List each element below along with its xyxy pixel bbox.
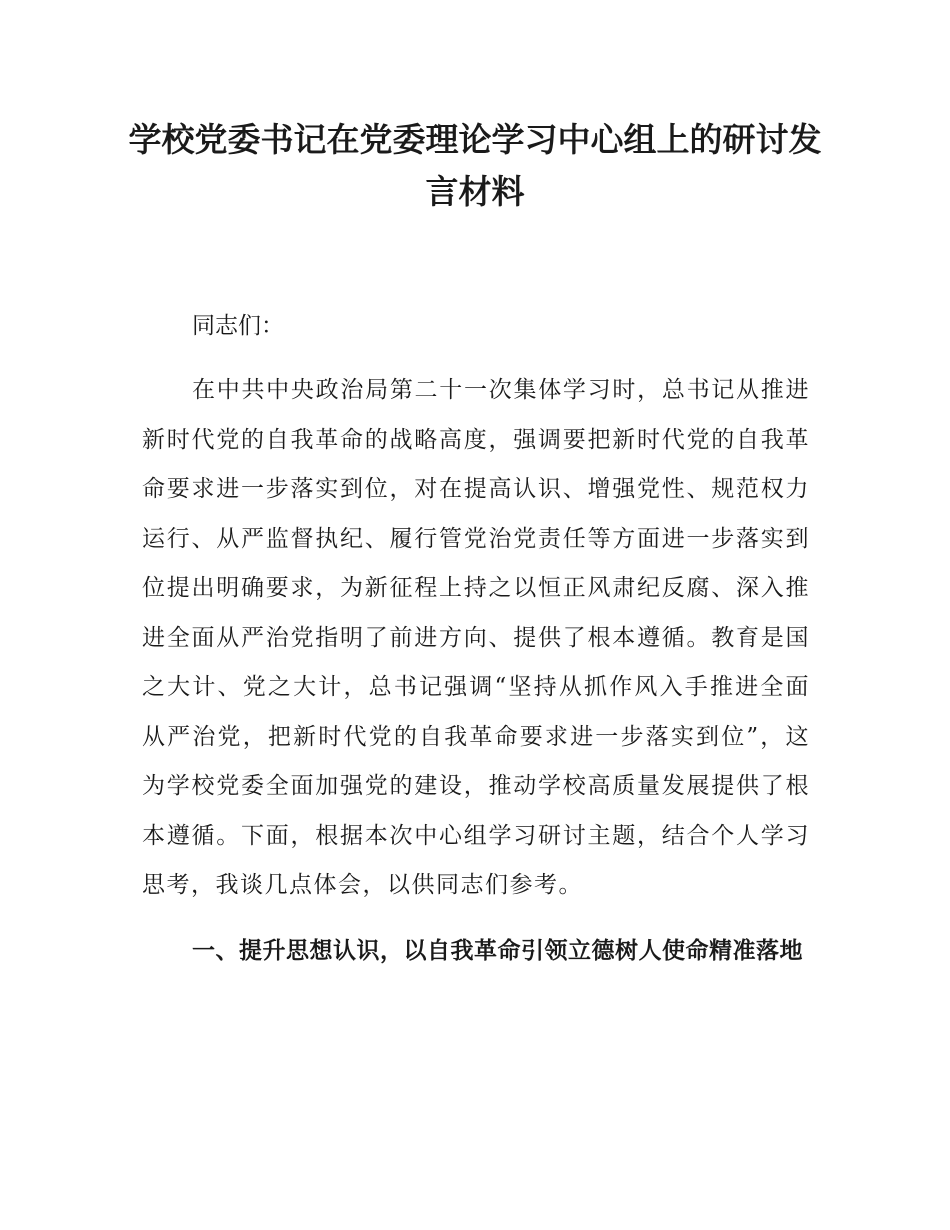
section-heading: 一、提升思想认识，以自我革命引领立德树人使命精准落地: [192, 938, 803, 964]
salutation: 同志们：: [192, 313, 284, 339]
body-paragraph: 在中共中央政治局第二十一次集体学习时，总书记从推进新时代党的自我革命的战略高度，强调要把新时代党的自我革命要求进一步落实到位，对在提高认识、增强党性、规范权力运行、从严监督执纪、履行管党治党责任等方面进一步落实到位提出明确要求，为新征程上持之以恒正风肃纪反腐、深入推进全面从严治党指明了前进方向、提供了根本遵循。教育是国之大计、党之大计，总书记强调“坚持从抓作风入手推进全面从严治党，把新时代党的自我革命要求进一步落实到位”，这为学校党委全面加强党的建设，推动学校高质量发展提供了根本遵循。下面，根据本次中心组学习研讨主题，结合个人学习思考，我谈几点体会，以供同志们参考。: [142, 377, 810, 898]
document-title: 学校党委书记在党委理论学习中心组上的研讨发言材料: [128, 120, 822, 211]
